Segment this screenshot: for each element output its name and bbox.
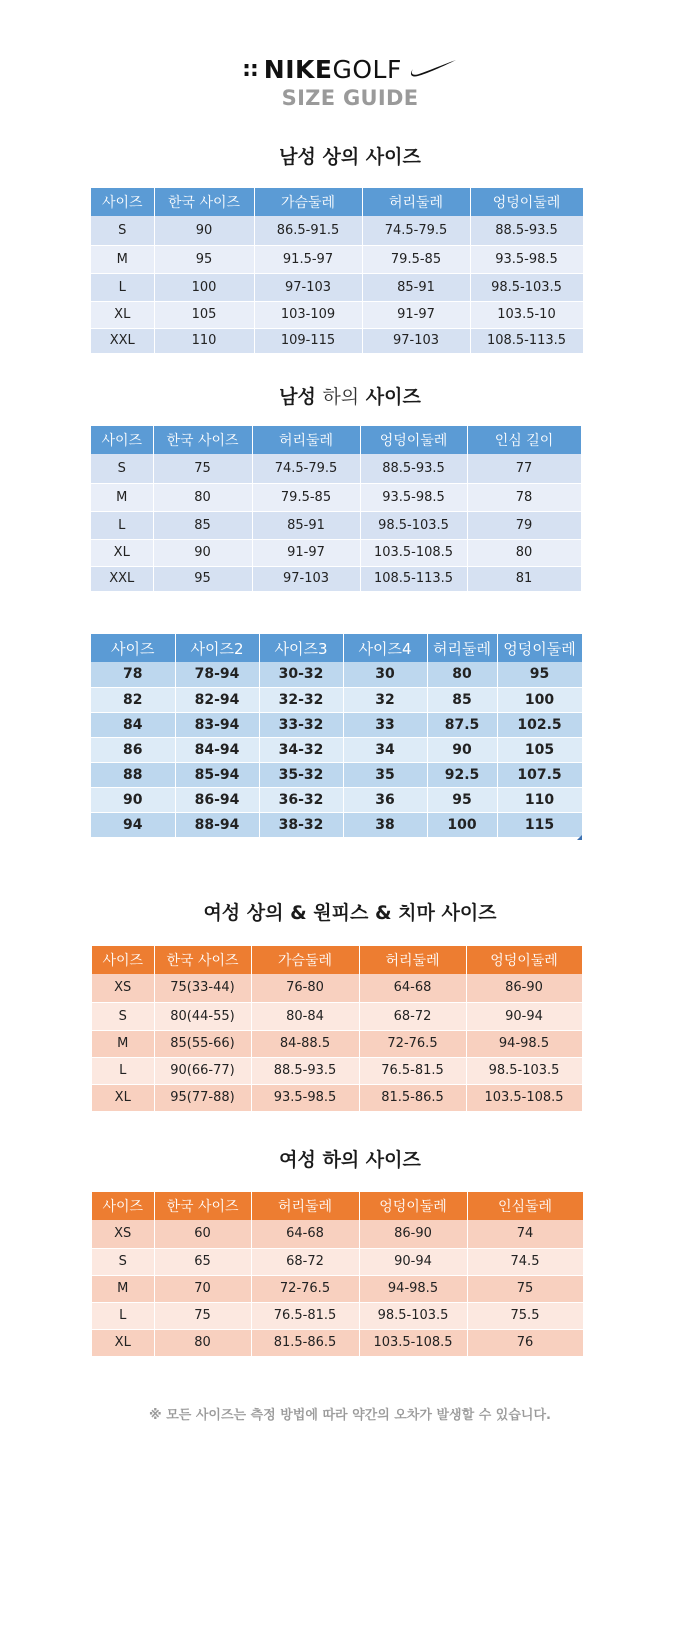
- table-cell: 85-91: [362, 273, 470, 301]
- mens-bottom-table: [91, 426, 582, 592]
- table-cell: 109-115: [254, 328, 362, 353]
- table-cell: 97-103: [252, 566, 360, 591]
- table-row: [91, 662, 582, 687]
- table-cell: 110: [154, 328, 254, 353]
- table-cell: 95: [154, 245, 254, 273]
- table-row: [92, 1002, 582, 1030]
- table-cell: XS: [92, 1220, 154, 1248]
- column-header: 사이즈: [92, 946, 154, 974]
- table-cell: 103.5-10: [470, 301, 583, 328]
- table-cell: 85(55-66): [154, 1030, 251, 1057]
- table-cell: 34-32: [259, 737, 343, 762]
- table-cell: 90-94: [359, 1248, 467, 1275]
- table-row: [91, 737, 582, 762]
- table-row: [91, 301, 583, 328]
- table-cell: M: [92, 1030, 154, 1057]
- table-cell: 91-97: [362, 301, 470, 328]
- table-cell: 103.5-108.5: [359, 1329, 467, 1356]
- table-row: [92, 1220, 583, 1248]
- table-cell: 75(33-44): [154, 974, 251, 1002]
- table-cell: 80: [427, 662, 497, 687]
- table-cell: XL: [91, 301, 154, 328]
- table-cell: XXL: [91, 328, 154, 353]
- table-cell: 85-91: [252, 511, 360, 539]
- table-row: [91, 483, 581, 511]
- table-cell: 88.5-93.5: [251, 1057, 359, 1084]
- table-cell: 94: [91, 812, 175, 837]
- table-cell: M: [92, 1275, 154, 1302]
- table-cell: 94-98.5: [359, 1275, 467, 1302]
- mens-bottom-title-c: 사이즈: [359, 386, 421, 408]
- table-cell: 82-94: [175, 687, 259, 712]
- mens-top-title: 남성 상의 사이즈: [279, 146, 421, 168]
- table-row: [91, 712, 582, 737]
- table-row: [92, 1275, 583, 1302]
- table-cell: 88: [91, 762, 175, 787]
- table-cell: 60: [154, 1220, 251, 1248]
- table-cell: 84-94: [175, 737, 259, 762]
- brand-golf: GOLF: [332, 54, 402, 84]
- table-cell: 90: [427, 737, 497, 762]
- column-header: 엉덩이둘레: [497, 634, 582, 662]
- table-row: [92, 1084, 582, 1111]
- table-cell: 85: [427, 687, 497, 712]
- table-cell: S: [91, 216, 154, 245]
- table-cell: 90: [91, 787, 175, 812]
- table-cell: 82: [91, 687, 175, 712]
- table-cell: S: [91, 454, 153, 483]
- table-cell: 102.5: [497, 712, 582, 737]
- table-cell: 95(77-88): [154, 1084, 251, 1111]
- table-cell: 85: [153, 511, 252, 539]
- column-header: 엉덩이둘레: [470, 188, 583, 216]
- column-header: 인심둘레: [467, 1192, 583, 1220]
- table-header: [92, 1192, 583, 1220]
- table-row: [91, 762, 582, 787]
- table-cell: 75: [153, 454, 252, 483]
- table-cell: 103-109: [254, 301, 362, 328]
- womens-top-table: [92, 946, 583, 1112]
- column-header: 허리둘레: [427, 634, 497, 662]
- table-cell: 92.5: [427, 762, 497, 787]
- table-cell: 98.5-103.5: [470, 273, 583, 301]
- table-cell: L: [92, 1057, 154, 1084]
- table-cell: 98.5-103.5: [466, 1057, 582, 1084]
- footer-note: ※ 모든 사이즈는 측정 방법에 따라 약간의 오차가 발생할 수 있습니다.: [149, 1408, 551, 1423]
- table-cell: 103.5-108.5: [360, 539, 467, 566]
- table-row: [91, 328, 583, 353]
- table-row: [91, 273, 583, 301]
- column-header: 허리둘레: [252, 426, 360, 454]
- table-header: [91, 188, 583, 216]
- table-cell: 88-94: [175, 812, 259, 837]
- table-cell: 72-76.5: [251, 1275, 359, 1302]
- table-cell: 97-103: [254, 273, 362, 301]
- table-cell: 103.5-108.5: [466, 1084, 582, 1111]
- table-cell: L: [92, 1302, 154, 1329]
- column-header: 사이즈2: [175, 634, 259, 662]
- table-cell: 95: [427, 787, 497, 812]
- brand-nike: NIKE: [263, 54, 333, 84]
- table-cell: 93.5-98.5: [251, 1084, 359, 1111]
- table-cell: L: [91, 511, 153, 539]
- table-cell: M: [91, 483, 153, 511]
- table-cell: 97-103: [362, 328, 470, 353]
- logo-block: [0, 52, 700, 110]
- table-row: [92, 1030, 582, 1057]
- table-cell: 108.5-113.5: [360, 566, 467, 591]
- table-row: [91, 687, 582, 712]
- table-cell: 105: [154, 301, 254, 328]
- table-cell: 100: [427, 812, 497, 837]
- table-cell: 34: [343, 737, 427, 762]
- table-cell: 74.5-79.5: [362, 216, 470, 245]
- table-cell: 91-97: [252, 539, 360, 566]
- table-row: [92, 1329, 583, 1356]
- table-cell: 81.5-86.5: [359, 1084, 466, 1111]
- table-cell: 74: [467, 1220, 583, 1248]
- table-cell: 64-68: [251, 1220, 359, 1248]
- table-cell: 84-88.5: [251, 1030, 359, 1057]
- column-header: 사이즈: [91, 188, 154, 216]
- table-row: [91, 216, 583, 245]
- table-cell: 91.5-97: [254, 245, 362, 273]
- table-row: [91, 245, 583, 273]
- table-row: [92, 974, 582, 1002]
- table-cell: 88.5-93.5: [470, 216, 583, 245]
- table-cell: 78-94: [175, 662, 259, 687]
- table-cell: XL: [91, 539, 153, 566]
- table-cell: 32-32: [259, 687, 343, 712]
- column-header: 한국 사이즈: [154, 188, 254, 216]
- table-cell: 98.5-103.5: [359, 1302, 467, 1329]
- table-cell: 80-84: [251, 1002, 359, 1030]
- table-cell: XL: [92, 1329, 154, 1356]
- table-cell: 76.5-81.5: [251, 1302, 359, 1329]
- table-cell: 35: [343, 762, 427, 787]
- table-row: [91, 539, 581, 566]
- table-cell: 110: [497, 787, 582, 812]
- table-cell: 79: [467, 511, 581, 539]
- table-cell: 86-90: [359, 1220, 467, 1248]
- table-cell: 35-32: [259, 762, 343, 787]
- column-header: 사이즈: [91, 426, 153, 454]
- table-cell: S: [92, 1002, 154, 1030]
- swoosh-icon: [408, 58, 458, 80]
- table-cell: 74.5-79.5: [252, 454, 360, 483]
- table-row: [91, 812, 582, 837]
- table-row: [91, 454, 581, 483]
- table-cell: 78: [91, 662, 175, 687]
- table-cell: 81: [467, 566, 581, 591]
- table-row: [91, 511, 581, 539]
- table-cell: XXL: [91, 566, 153, 591]
- table-cell: 107.5: [497, 762, 582, 787]
- table-row: [91, 566, 581, 591]
- table-cell: 33-32: [259, 712, 343, 737]
- table-cell: 83-94: [175, 712, 259, 737]
- table-cell: 65: [154, 1248, 251, 1275]
- table-row: [92, 1057, 582, 1084]
- table-cell: 76: [467, 1329, 583, 1356]
- table-cell: 64-68: [359, 974, 466, 1002]
- table-cell: 36-32: [259, 787, 343, 812]
- column-header: 엉덩이둘레: [360, 426, 467, 454]
- table-cell: 86: [91, 737, 175, 762]
- column-header: 한국 사이즈: [154, 946, 251, 974]
- column-header: 허리둘레: [251, 1192, 359, 1220]
- table-cell: 86-94: [175, 787, 259, 812]
- column-header: 사이즈3: [259, 634, 343, 662]
- table-cell: 108.5-113.5: [470, 328, 583, 353]
- table-cell: 115: [497, 812, 582, 837]
- table-cell: 88.5-93.5: [360, 454, 467, 483]
- table-cell: 84: [91, 712, 175, 737]
- size-guide-title: SIZE GUIDE: [281, 86, 419, 110]
- table-header: [91, 634, 582, 662]
- table-cell: 86-90: [466, 974, 582, 1002]
- table-cell: 95: [497, 662, 582, 687]
- table-row: [92, 1248, 583, 1275]
- table-cell: 68-72: [251, 1248, 359, 1275]
- brand-dots: ::: [242, 56, 258, 82]
- table-cell: 32: [343, 687, 427, 712]
- table-cell: 80: [154, 1329, 251, 1356]
- womens-bottom-table: [92, 1192, 584, 1357]
- table-cell: 87.5: [427, 712, 497, 737]
- column-header: 가슴둘레: [251, 946, 359, 974]
- table-cell: 90-94: [466, 1002, 582, 1030]
- table-cell: 76-80: [251, 974, 359, 1002]
- table-cell: 38: [343, 812, 427, 837]
- column-header: 엉덩이둘레: [466, 946, 582, 974]
- table-cell: 94-98.5: [466, 1030, 582, 1057]
- table-cell: 85-94: [175, 762, 259, 787]
- table-cell: S: [92, 1248, 154, 1275]
- table-cell: 38-32: [259, 812, 343, 837]
- table-cell: 90: [154, 216, 254, 245]
- mens-extra-table: [91, 634, 583, 838]
- table-cell: XS: [92, 974, 154, 1002]
- table-cell: 95: [153, 566, 252, 591]
- table-cell: 86.5-91.5: [254, 216, 362, 245]
- column-header: 한국 사이즈: [154, 1192, 251, 1220]
- column-header: 사이즈4: [343, 634, 427, 662]
- table-cell: 72-76.5: [359, 1030, 466, 1057]
- table-cell: M: [91, 245, 154, 273]
- column-header: 허리둘레: [359, 946, 466, 974]
- table-cell: 80: [153, 483, 252, 511]
- table-cell: 79.5-85: [252, 483, 360, 511]
- mens-top-table: [91, 188, 584, 354]
- column-header: 가슴둘레: [254, 188, 362, 216]
- table-cell: 100: [154, 273, 254, 301]
- table-cell: 78: [467, 483, 581, 511]
- table-cell: 75: [467, 1275, 583, 1302]
- table-resize-handle: [577, 835, 582, 840]
- womens-bottom-title: 여성 하의 사이즈: [279, 1149, 421, 1171]
- column-header: 한국 사이즈: [153, 426, 252, 454]
- mens-bottom-title: [0, 382, 700, 409]
- table-cell: 98.5-103.5: [360, 511, 467, 539]
- column-header: 사이즈: [92, 1192, 154, 1220]
- table-cell: 90(66-77): [154, 1057, 251, 1084]
- table-cell: 33: [343, 712, 427, 737]
- table-cell: 75: [154, 1302, 251, 1329]
- table-cell: 74.5: [467, 1248, 583, 1275]
- table-header: [91, 426, 581, 454]
- table-cell: 100: [497, 687, 582, 712]
- table-cell: 80: [467, 539, 581, 566]
- mens-bottom-title-b: 하의: [322, 386, 360, 408]
- column-header: 허리둘레: [362, 188, 470, 216]
- table-row: [92, 1302, 583, 1329]
- brand-logo: [242, 52, 458, 86]
- mens-bottom-title-a: 남성: [279, 386, 323, 408]
- table-cell: 75.5: [467, 1302, 583, 1329]
- column-header: 사이즈: [91, 634, 175, 662]
- womens-top-title: 여성 상의 & 원피스 & 치마 사이즈: [203, 902, 497, 924]
- table-cell: 105: [497, 737, 582, 762]
- table-cell: 93.5-98.5: [360, 483, 467, 511]
- table-cell: 77: [467, 454, 581, 483]
- table-header: [92, 946, 582, 974]
- table-cell: L: [91, 273, 154, 301]
- table-cell: 81.5-86.5: [251, 1329, 359, 1356]
- column-header: 엉덩이둘레: [359, 1192, 467, 1220]
- table-cell: 93.5-98.5: [470, 245, 583, 273]
- column-header: 인심 길이: [467, 426, 581, 454]
- table-cell: 30-32: [259, 662, 343, 687]
- table-cell: XL: [92, 1084, 154, 1111]
- table-row: [91, 787, 582, 812]
- table-cell: 70: [154, 1275, 251, 1302]
- table-cell: 80(44-55): [154, 1002, 251, 1030]
- table-cell: 79.5-85: [362, 245, 470, 273]
- table-cell: 68-72: [359, 1002, 466, 1030]
- table-cell: 36: [343, 787, 427, 812]
- table-cell: 30: [343, 662, 427, 687]
- table-cell: 90: [153, 539, 252, 566]
- table-cell: 76.5-81.5: [359, 1057, 466, 1084]
